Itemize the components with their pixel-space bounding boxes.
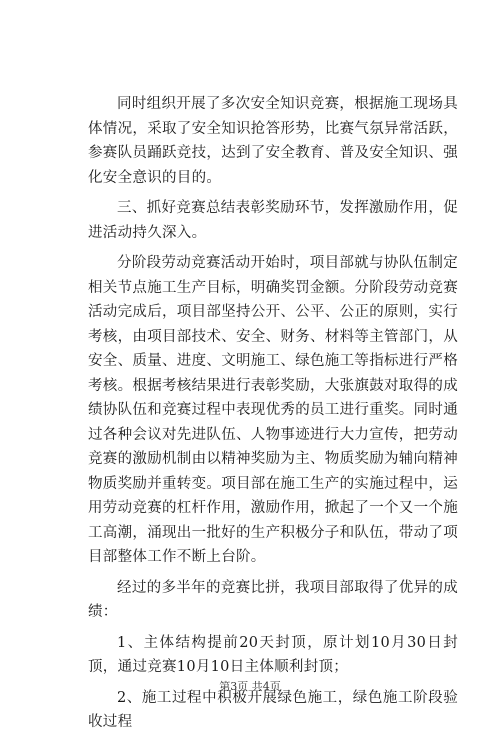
paragraph-results-intro: 经过的多半年的竞赛比拼，我项目部取得了优异的成绩： (88, 579, 458, 620)
paragraph-result-two: 2、施工过程中积极开展绿色施工，绿色施工阶段验收过程 (88, 689, 458, 730)
page-footer: 第3页 共4页 (219, 680, 281, 693)
section-heading-three: 三、抓好竞赛总结表彰奖励环节，发挥激励作用，促进活动持久深入。 (88, 200, 458, 241)
paragraph-safety-contest: 同时组织开展了多次安全知识竞赛，根据施工现场具体情况，采取了安全知识抢答形势，比赛气氛异常活跃，参赛队员踊跃竞技，达到了安全教育、普及安全知识、强化安全意识的目的。 (88, 96, 458, 186)
paragraph-staged-contest: 分阶段劳动竞赛活动开始时，项目部就与协队伍制定相关节点施工生产目标，明确奖罚金额。分阶段劳动竞赛活动完成后，项目部坚持公开、公平、公正的原则，实行考核，由项目部技术、安全、财务、材料等主管部门，从安全、质量、进度、文明施工、绿色施工等指标进行严格考核。根据考核结果进行表彰奖励，大张旗鼓对取得的成绩协队伍和竞赛过程中表现优秀的员工进行重奖。同时通过各种会议对先进队伍、人物事迹进行大力宣传，把劳动竞赛的激励机制由以精神奖励为主、物质奖励为辅向精神物质奖励并重转变。项目部在施工生产的实施过程中，运用劳动竞赛的杠杆作用，激励作用，掀起了一个又一个施工高潮，涌现出一批好的生产积极分子和队伍，带动了项目部整体工作不断上台阶。 (88, 255, 458, 565)
paragraph-result-one: 1、主体结构提前20天封顶，原计划10月30日封顶，通过竞赛10月10日主体顺利封顶； (88, 634, 458, 675)
document-body (88, 92, 458, 735)
